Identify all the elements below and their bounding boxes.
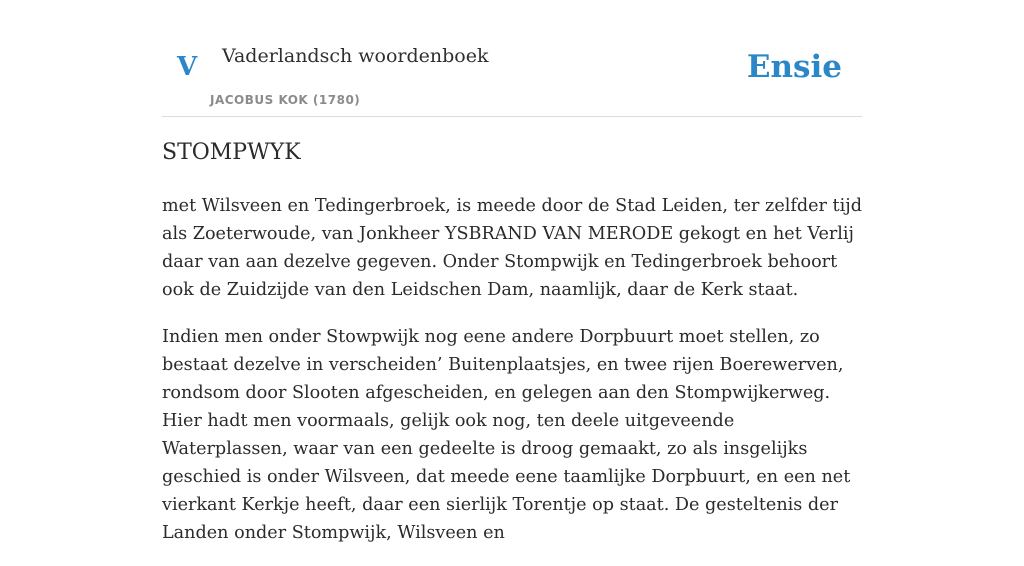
book-title[interactable]: Vaderlandsch woordenboek: [222, 45, 489, 67]
brand-logo[interactable]: Ensie: [746, 49, 842, 85]
entry-title: STOMPWYK: [162, 140, 301, 165]
entry-paragraph: Indien men onder Stowpwijk nog eene andere Dorpbuurt moet stellen, zo bestaat dezelve in verscheiden’ Buitenplaatsjes, en twee rijen Boerewerven, rondsom door Slooten afgescheiden, en gelegen aan den Stompwijkerweg. Hier hadt men voormaals, gelijk ook nog, ten deele uitgeveende Waterplassen, waar van een gedeelte is droog gemaakt, zo als insgelijks geschied is onder Wilsveen, dat meede eene taamlijke Dorpbuurt, en een net vierkant Kerkje heeft, daar een sierlijk Torentje op staat. De gesteltenis der Landen onder Stompwijk, Wilsveen en: [162, 327, 851, 543]
index-letter[interactable]: V: [177, 52, 198, 82]
entry-paragraph: met Wilsveen en Tedingerbroek, is meede door de Stad Leiden, ter zelfder tijd als Zoeterwoude, van Jonkheer YSBRAND VAN MERODE gekogt en het Verlij daar van aan dezelve gegeven. Onder Stompwijk en Tedingerbroek behoort ook de Zuidzijde van den Leidschen Dam, naamlijk, daar de Kerk staat.: [162, 196, 862, 300]
header: [162, 0, 862, 117]
entry-body: [162, 192, 862, 566]
book-author: JACOBUS KOK (1780): [210, 93, 361, 107]
